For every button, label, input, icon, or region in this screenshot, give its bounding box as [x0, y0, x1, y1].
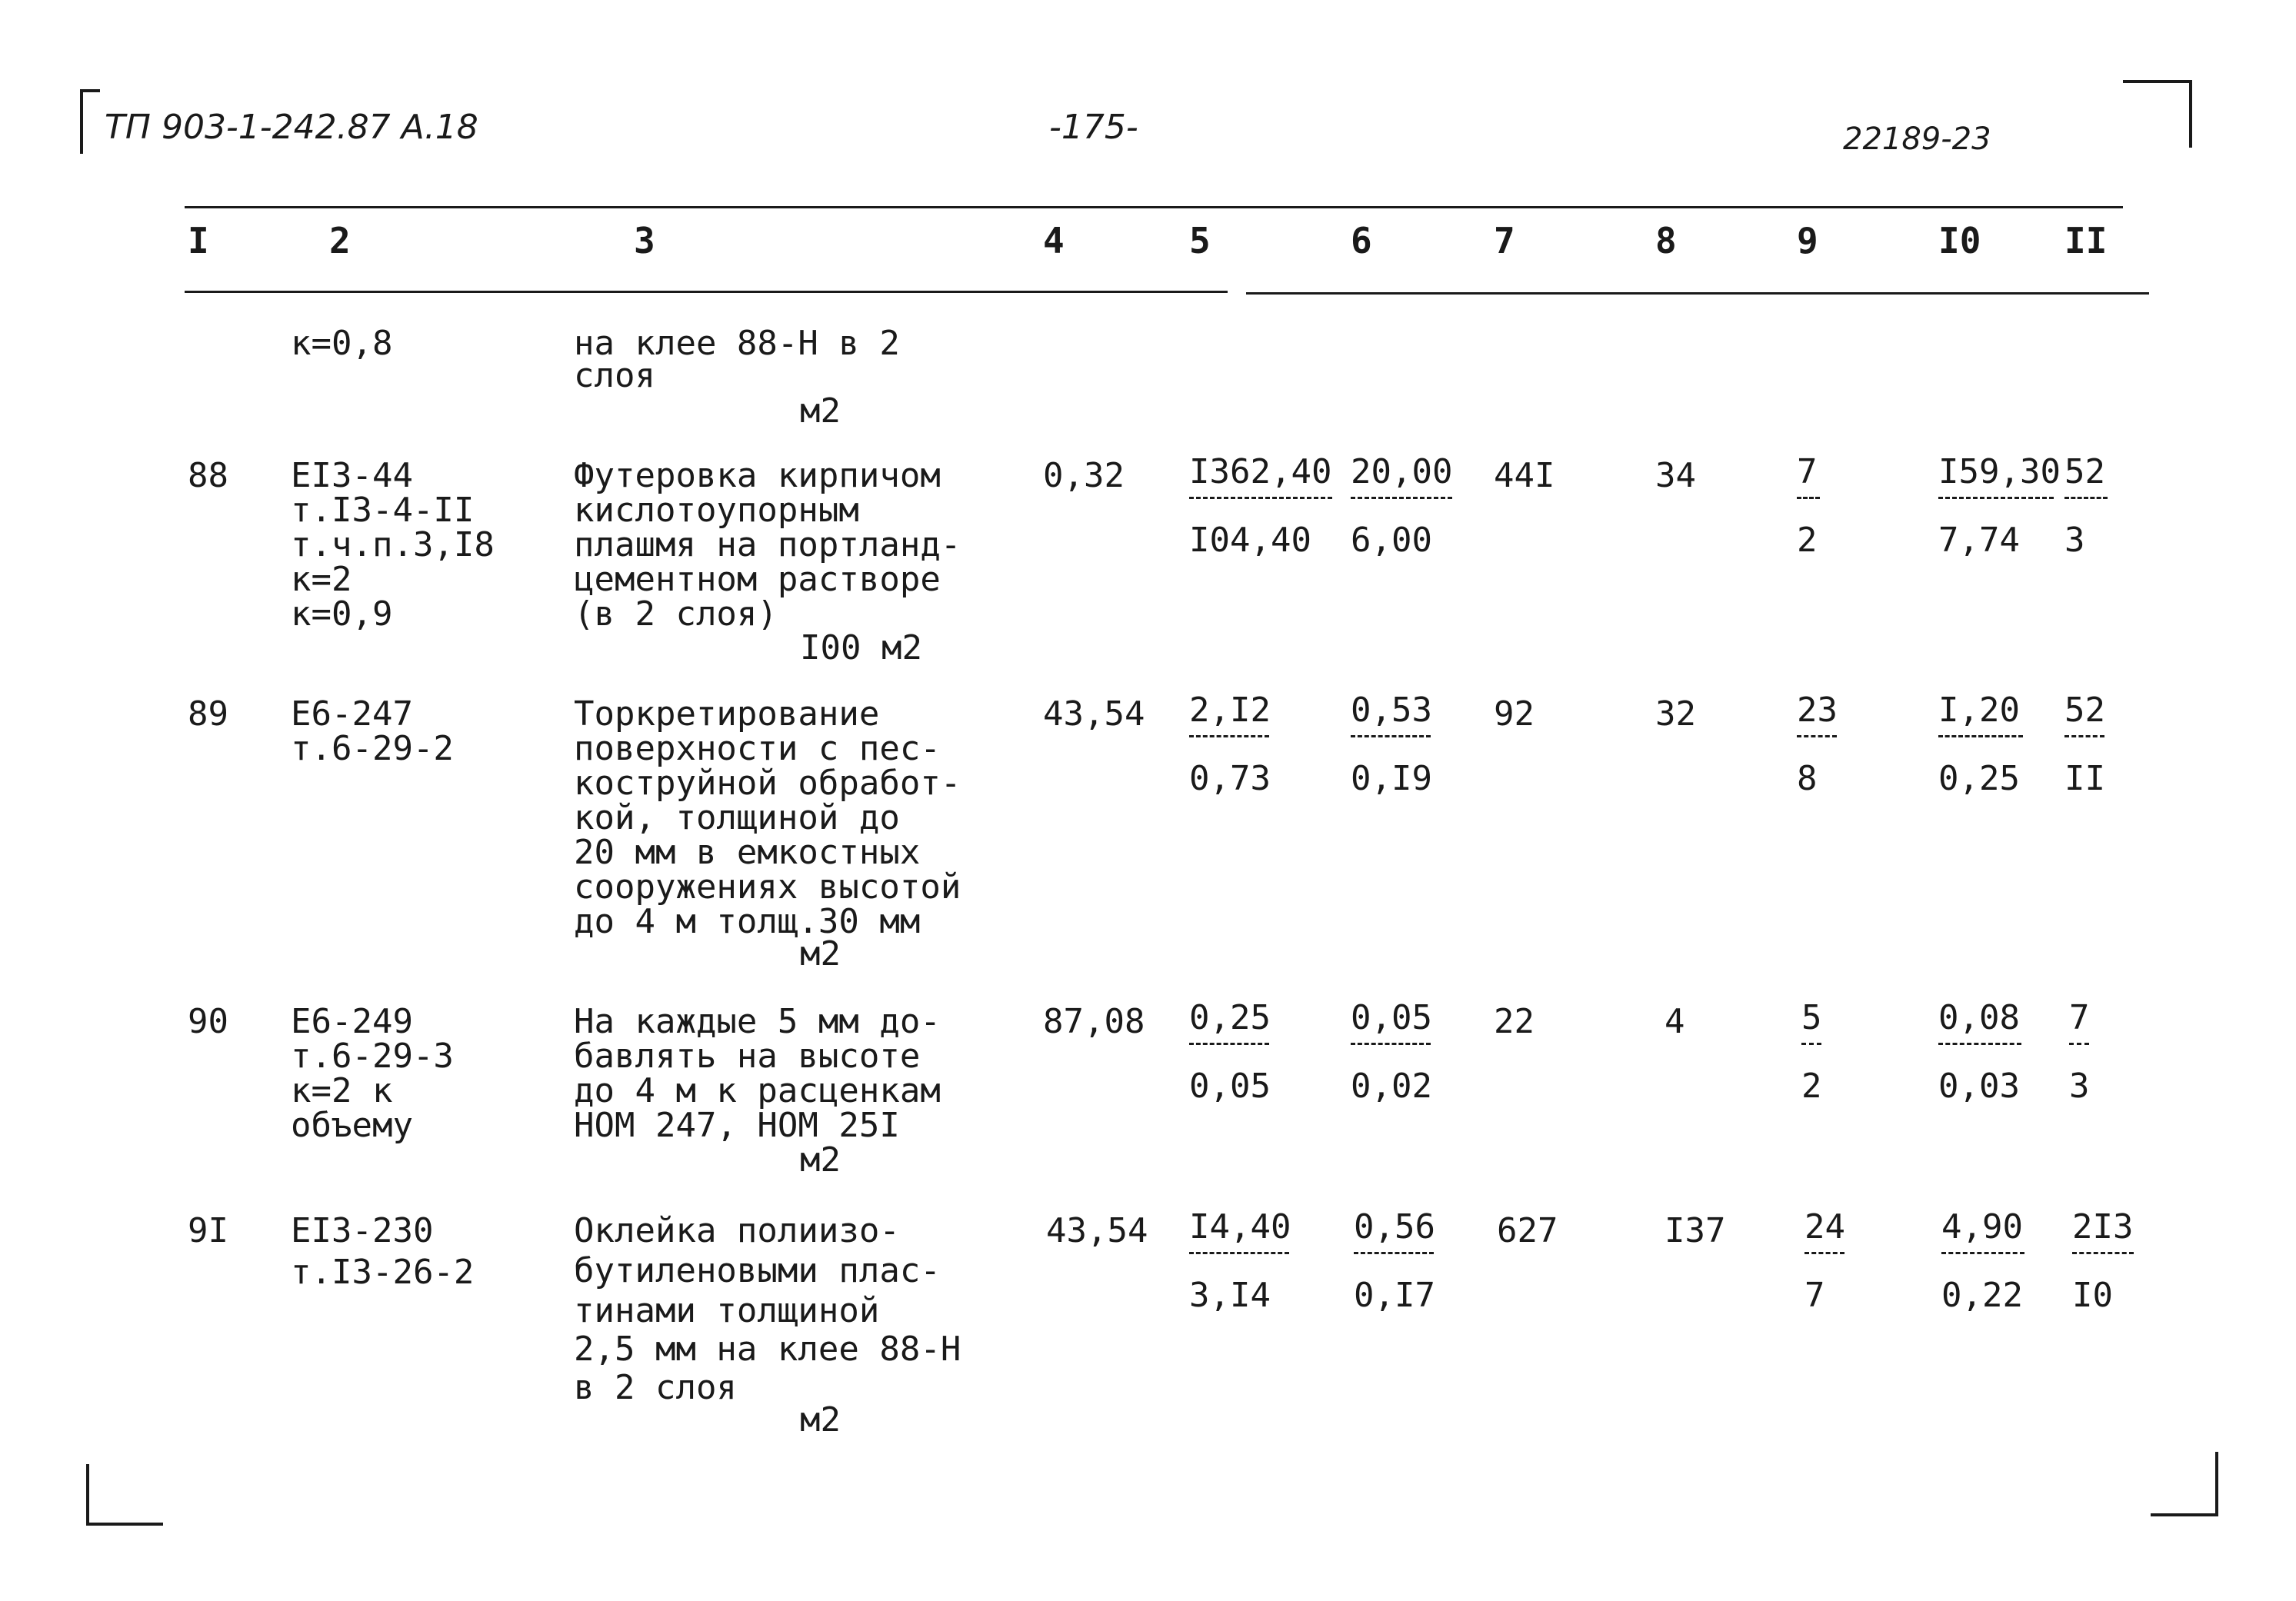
fraction-bar: [1938, 735, 2023, 737]
fraction-top: 23: [1797, 691, 1838, 730]
code-line: т.ч.п.3,I8: [291, 525, 495, 564]
column-header: 3: [634, 220, 655, 261]
column-header: 8: [1655, 220, 1677, 261]
fraction-bar: [1189, 735, 1269, 737]
fraction-bar: [2072, 1252, 2134, 1254]
fraction-top: 52: [2064, 691, 2105, 730]
unit: м2: [800, 934, 841, 974]
description-line: в 2 слоя: [574, 1368, 737, 1407]
fraction-bottom: 8: [1797, 759, 1818, 798]
fraction-bottom: I0: [2072, 1276, 2113, 1315]
column-header: 9: [1797, 220, 1818, 261]
code-line: т.6-29-2: [291, 729, 454, 768]
corner-mark-bottom-left: [86, 1464, 163, 1526]
code-line: к=0,8: [291, 324, 393, 363]
fraction-top: 7: [1797, 452, 1818, 491]
description-line: поверхности с пес-: [574, 729, 941, 768]
fraction-bar: [1351, 497, 1452, 499]
code-line: E6-249: [291, 1002, 413, 1041]
code-line: к=2: [291, 560, 352, 599]
row-number: 90: [188, 1002, 228, 1041]
code-line: объему: [291, 1106, 413, 1145]
description-line: Оклейка полиизо-: [574, 1211, 900, 1250]
labor-fraction: [2064, 692, 2104, 797]
fraction-bottom: 0,73: [1189, 759, 1271, 798]
fraction-bottom: 0,I9: [1351, 759, 1432, 798]
corner-mark-top-left: [80, 89, 100, 154]
labor-fraction: [2069, 1000, 2089, 1105]
description-line: Торкретирование: [574, 694, 880, 734]
fraction-top: 2I3: [2072, 1207, 2134, 1247]
unit-cost-fraction: [1351, 692, 1431, 797]
corner-mark-top-right: [2123, 80, 2192, 148]
description-line: НОМ 247, НОМ 25I: [574, 1106, 900, 1145]
fraction-bar: [1941, 1252, 2024, 1254]
fraction-bottom: 0,03: [1938, 1067, 2020, 1106]
fraction-bar: [1938, 497, 2054, 499]
description-line: до 4 м толщ.30 мм: [574, 902, 921, 941]
row-number: 9I: [188, 1211, 228, 1250]
quantity: 87,08: [1043, 1002, 1145, 1041]
description-line: На каждые 5 мм до-: [574, 1002, 941, 1041]
total-value: 44I: [1494, 456, 1555, 495]
total-fraction: [1804, 1209, 1844, 1314]
fraction-bottom: 7,74: [1938, 521, 2020, 560]
code-line: т.6-29-3: [291, 1037, 454, 1076]
fraction-top: 7: [2069, 998, 2090, 1037]
fraction-top: 0,08: [1938, 998, 2020, 1037]
fraction-bar: [2064, 497, 2108, 499]
fraction-top: 24: [1804, 1207, 1845, 1247]
code-line: т.I3-26-2: [291, 1253, 475, 1292]
fraction-bar: [1351, 735, 1431, 737]
fraction-top: I,20: [1938, 691, 2020, 730]
table-header-rule-right: [1246, 292, 2149, 295]
unit-cost-fraction: [1354, 1209, 1434, 1314]
code-line: E6-247: [291, 694, 413, 734]
description-line: сооружениях высотой: [574, 867, 961, 907]
unit: м2: [800, 1140, 841, 1180]
code-line: к=2 к: [291, 1071, 393, 1110]
description-line: плашмя на портланд-: [574, 525, 961, 564]
quantity: 43,54: [1043, 694, 1145, 734]
row-number: 88: [188, 456, 228, 495]
total-value: 32: [1655, 694, 1696, 734]
description-line: коструйной обработ-: [574, 764, 961, 803]
code-line: т.I3-4-II: [291, 491, 475, 530]
fraction-bar: [1189, 497, 1332, 499]
code-line: EI3-230: [291, 1211, 434, 1250]
unit-cost-fraction: [1189, 692, 1269, 797]
unit-cost-fraction: [1189, 1000, 1269, 1105]
description-line: бутиленовыми плас-: [574, 1251, 941, 1290]
fraction-top: I4,40: [1189, 1207, 1291, 1247]
column-header: II: [2064, 220, 2108, 261]
unit-cost-fraction: [1351, 454, 1452, 559]
column-header: I0: [1938, 220, 1981, 261]
fraction-bottom: 0,22: [1941, 1276, 2023, 1315]
column-header: 4: [1043, 220, 1065, 261]
fraction-bar: [2064, 735, 2104, 737]
fraction-bottom: 6,00: [1351, 521, 1432, 560]
quantity: 43,54: [1046, 1211, 1148, 1250]
total-fraction: [1797, 692, 1837, 797]
fraction-bar: [1797, 497, 1820, 499]
column-header: 5: [1189, 220, 1211, 261]
fraction-bar: [1804, 1252, 1844, 1254]
column-header: 6: [1351, 220, 1372, 261]
fraction-bar: [1354, 1252, 1434, 1254]
fraction-top: 4,90: [1941, 1207, 2023, 1247]
fraction-top: 5: [1801, 998, 1822, 1037]
fraction-bottom: 2: [1797, 521, 1818, 560]
column-header: 2: [329, 220, 351, 261]
total-fraction: [1801, 1000, 1821, 1105]
fraction-bottom: II: [2064, 759, 2105, 798]
total-value: 4: [1665, 1002, 1685, 1041]
fraction-top: 0,25: [1189, 998, 1271, 1037]
fraction-bottom: 0,05: [1189, 1067, 1271, 1106]
fraction-top: I59,30: [1938, 452, 2061, 491]
fraction-bar: [1189, 1043, 1269, 1045]
fraction-bottom: 3: [2069, 1067, 2090, 1106]
labor-fraction: [1938, 1000, 2021, 1105]
table-header-rule-left: [185, 291, 1228, 293]
description-line: тинами толщиной: [574, 1291, 880, 1330]
description-line: 2,5 мм на клее 88-Н: [574, 1330, 961, 1369]
labor-fraction: [1938, 692, 2023, 797]
fraction-top: 0,05: [1351, 998, 1432, 1037]
fraction-bottom: 7: [1804, 1276, 1825, 1315]
fraction-top: 0,53: [1351, 691, 1432, 730]
total-value: 92: [1494, 694, 1535, 734]
fraction-bar: [1938, 1043, 2021, 1045]
fraction-bottom: 3,I4: [1189, 1276, 1271, 1315]
description-line: кислотоупорным: [574, 491, 859, 530]
fraction-bar: [1797, 735, 1837, 737]
unit-cost-fraction: [1189, 454, 1332, 559]
labor-fraction: [1941, 1209, 2024, 1314]
fraction-top: 52: [2064, 452, 2105, 491]
unit: м2: [800, 391, 841, 431]
labor-fraction: [2064, 454, 2108, 559]
labor-fraction: [2072, 1209, 2134, 1314]
total-value: 34: [1655, 456, 1696, 495]
sheet-code: 22189-23: [1843, 121, 1991, 157]
description-line: Футеровка кирпичом: [574, 456, 941, 495]
fraction-top: 0,56: [1354, 1207, 1435, 1247]
code-line: к=0,9: [291, 594, 393, 634]
total-value: I37: [1665, 1211, 1726, 1250]
column-header: 7: [1494, 220, 1515, 261]
unit: м2: [800, 1400, 841, 1440]
fraction-bar: [1351, 1043, 1431, 1045]
unit-cost-fraction: [1351, 1000, 1431, 1105]
fraction-top: 2,I2: [1189, 691, 1271, 730]
unit: I00 м2: [800, 628, 922, 667]
fraction-bottom: 0,02: [1351, 1067, 1432, 1106]
fraction-bar: [1189, 1252, 1289, 1254]
fraction-bottom: I04,40: [1189, 521, 1311, 560]
column-header: I: [188, 220, 209, 261]
description-line: на клее 88-Н в 2: [574, 324, 900, 363]
fraction-bar: [1801, 1043, 1821, 1045]
unit-cost-fraction: [1189, 1209, 1289, 1314]
description-line: (в 2 слоя): [574, 594, 778, 634]
row-number: 89: [188, 694, 228, 734]
description-line: бавлять на высоте: [574, 1037, 921, 1076]
total-value: 22: [1494, 1002, 1535, 1041]
description-line: 20 мм в емкостных: [574, 833, 921, 872]
total-fraction: [1797, 454, 1820, 559]
description-line: слоя: [574, 356, 655, 395]
total-value: 627: [1497, 1211, 1558, 1250]
labor-fraction: [1938, 452, 2061, 560]
document-code: ТП 903-1-242.87 А.18: [105, 108, 478, 147]
description-line: цементном растворе: [574, 560, 941, 599]
table-top-rule: [185, 206, 2123, 208]
fraction-bottom: 0,25: [1938, 759, 2020, 798]
fraction-bottom: 2: [1801, 1067, 1822, 1106]
quantity: 0,32: [1043, 456, 1125, 495]
fraction-bar: [2069, 1043, 2089, 1045]
code-line: EI3-44: [291, 456, 413, 495]
corner-mark-bottom-right: [2151, 1452, 2218, 1516]
fraction-top: I362,40: [1189, 452, 1332, 491]
description-line: до 4 м к расценкам: [574, 1071, 941, 1110]
fraction-top: 20,00: [1351, 452, 1453, 491]
fraction-bottom: 3: [2064, 521, 2085, 560]
description-line: кой, толщиной до: [574, 798, 900, 837]
fraction-bottom: 0,I7: [1354, 1276, 1435, 1315]
page-number: -175-: [1049, 108, 1138, 147]
